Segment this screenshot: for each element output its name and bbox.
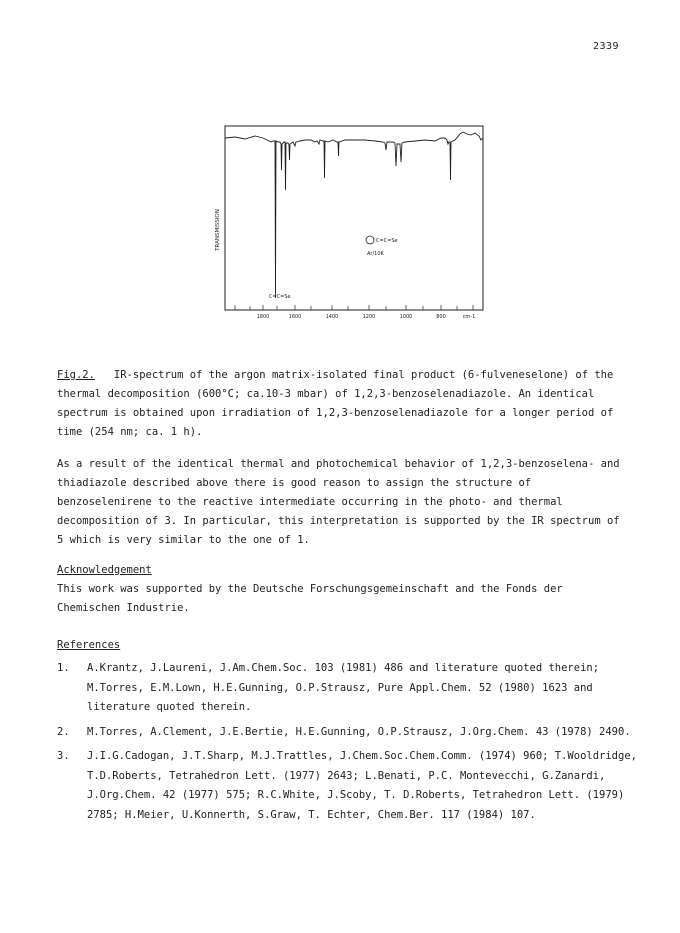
condition-annotation: Ar/10K [367,251,384,257]
x-tick-label: 1600 [288,314,302,320]
acknowledgement-body: This work was supported by the Deutsche Forschungsgemeinschaft and the Fonds der Chemischen Industrie. [57,583,563,614]
body-paragraph [57,455,632,550]
peak-annotation: C=C=Se [269,294,291,300]
x-tick-label: 1800 [256,314,270,320]
reference-item [57,747,637,825]
figure-caption [57,366,632,442]
paragraph-text: As a result of the identical thermal and photochemical behavior of 1,2,3-benzoselena- and thiadiazole described above there is good reason to assign the structure of benzoselenirene to the reactive intermediate occurring in the photo- and thermal decomposition of 3. In particular, this interpretation is supported by the IR spectrum of 5 which is very similar to the one of 1. [57,458,620,546]
x-tick-label: 800 [436,314,446,320]
molecule-annotation: C=C=Se [376,238,398,244]
x-tick-label: 1200 [362,314,376,320]
reference-number: 3. [57,750,70,762]
ir-spectrum-svg [205,120,495,325]
references-list [57,659,637,830]
reference-text: M.Torres, A.Clement, J.E.Bertie, H.E.Gunning, O.P.Strausz, J.Org.Chem. 43 (1978) 2490. [87,725,631,738]
reference-item [57,659,637,718]
x-tick-label: 1000 [399,314,413,320]
references-heading: References [57,639,121,651]
reference-number: 2. [57,725,70,738]
page-number: 2339 [593,41,620,52]
molecule-icon [366,236,374,244]
ir-spectrum-figure [205,120,495,325]
acknowledgement-text [57,580,632,618]
reference-item [57,723,637,743]
plot-frame [225,126,483,310]
y-axis-label: TRANSMISSION [215,209,221,251]
acknowledgement-heading: Acknowledgement [57,564,152,576]
caption-label: Fig.2. [57,369,95,381]
reference-number: 1. [57,662,70,674]
reference-text: A.Krantz, J.Laureni, J.Am.Chem.Soc. 103 (1981) 486 and literature quoted therein; M.Torres, E.M.Lown, H.E.Gunning, O.P.Strausz, Pure Appl.Chem. 52 (1980) 1623 and literature quoted therein. [87,662,600,713]
reference-text: J.I.G.Cadogan, J.T.Sharp, M.J.Trattles, J.Chem.Soc.Chem.Comm. (1974) 960; T.Wooldridge, T.D.Roberts, Tetrahedron Lett. (1977) 2643; L.Benati, P.C. Montevecchi, G.Zanardi, J.Org.Chem. 42 (1977) 575; R.C.White, J.Scoby, T. D.Roberts, Tetrahedron Lett. (1979) 2785; H.Meier, U.Konnerth, S.Graw, T. Echter, Chem.Ber. 117 (1984) 107. [87,750,637,821]
x-tick-label: 1400 [325,314,339,320]
x-tick-label: cm-1 [462,314,476,320]
spectrum-trace [225,132,483,298]
x-axis-ticks [235,305,473,310]
caption-text: IR-spectrum of the argon matrix-isolated final product (6-fulveneselone) of the thermal decomposition (600°C; ca.10-3 mbar) of 1,2,3-benzoselenadiazole. An identical spectrum is obtained upon irradiation of 1,2,3-benzoselenadiazole for a longer period of time (254 nm; ca. 1 h). [57,369,614,438]
